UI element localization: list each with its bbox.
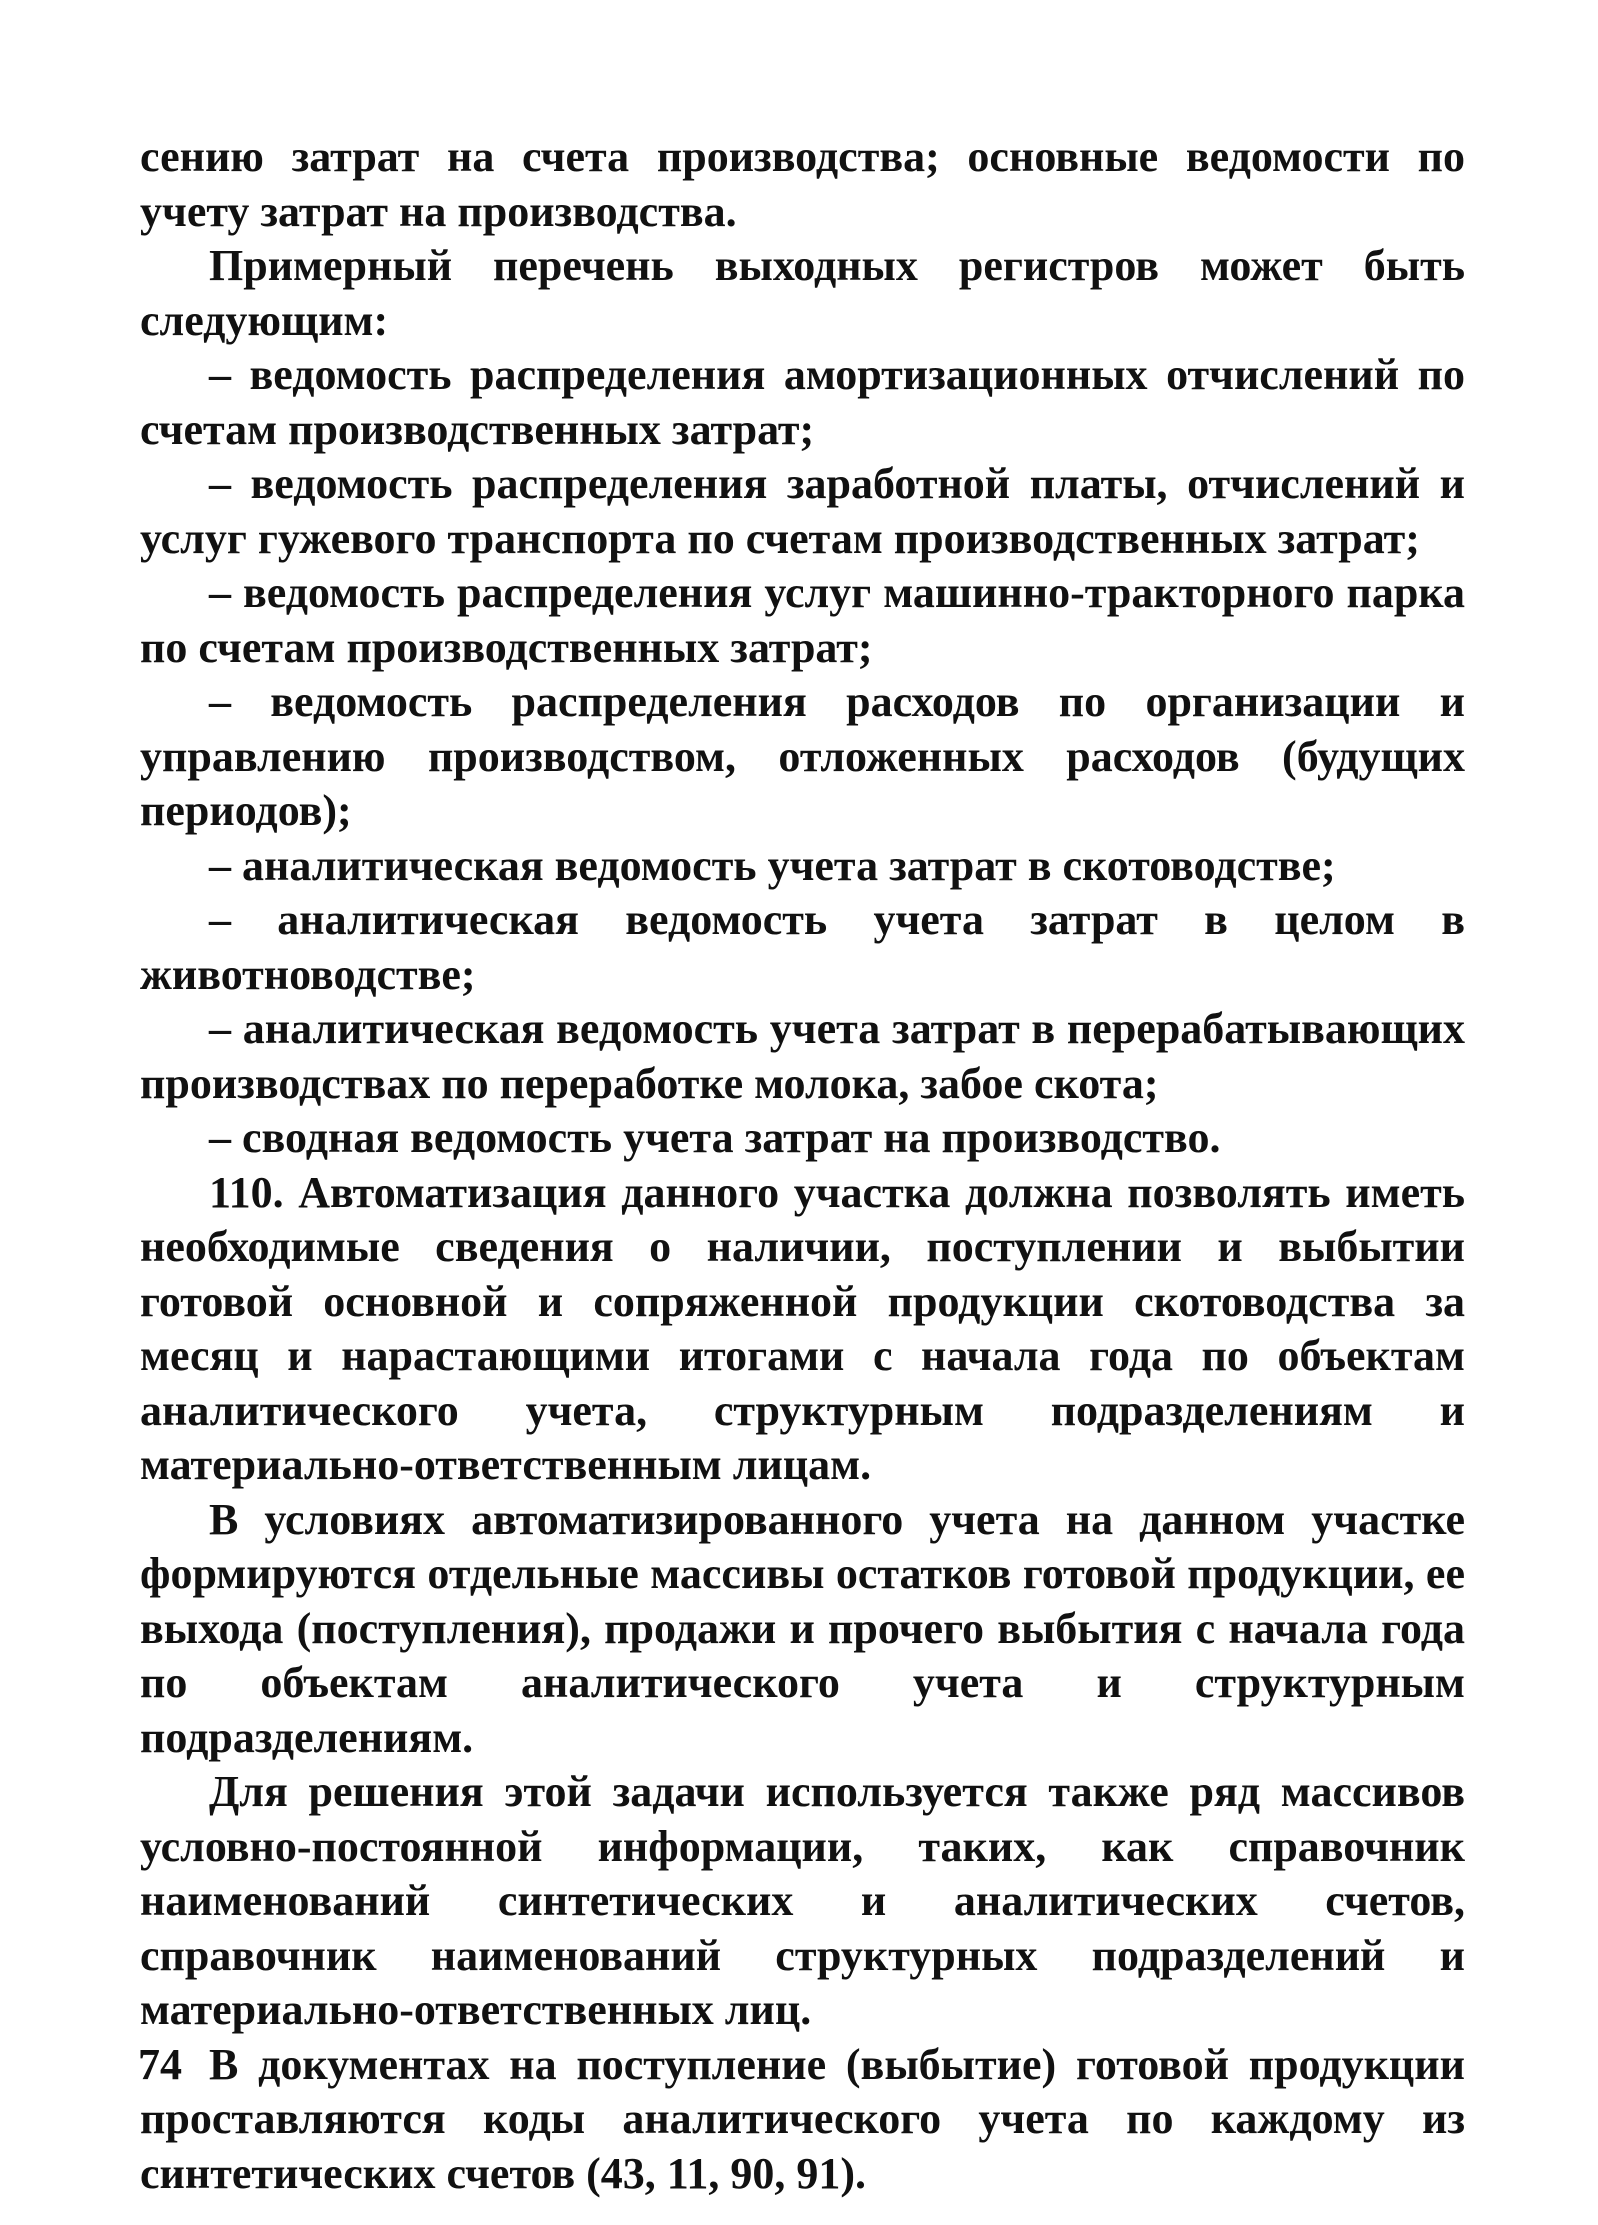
page-number: 74	[138, 2040, 182, 2089]
list-item-salary: – ведомость распределения заработной платы, отчислений и услуг гужевого транспорта по счетам производственных затрат;	[140, 459, 1465, 563]
list-item-management-expenses: – ведомость распределения расходов по организации и управлению производством, отложенных расходов (будущих периодов);	[140, 677, 1465, 835]
list-item-machinery: – ведомость распределения услуг машинно-тракторного парка по счетам производственных затрат;	[140, 568, 1465, 672]
paragraph-section-110: 110. Автоматизация данного участка должна позволять иметь необходимые сведения о наличии, поступлении и выбытии готовой основной и сопряженной продукции скотоводства за месяц и нарастающими итогами с начала года по объектам аналитического учета, структурным подразделениям и материально-ответственным лицам.	[140, 1167, 1465, 1489]
paragraph-reference-arrays: Для решения этой задачи используется также ряд массивов условно-постоянной информации, таких, как справочник наименований синтетических и аналитических счетов, справочник наименований структурных подразделений и материально-ответственных лиц.	[140, 1767, 1465, 2034]
list-item-summary-costs: – сводная ведомость учета затрат на производство.	[209, 1113, 1221, 1162]
list-item-livestock-costs: – аналитическая ведомость учета затрат в целом в животноводстве;	[140, 895, 1465, 999]
paragraph-document-codes: В документах на поступление (выбытие) готовой продукции проставляются коды аналитического учета по каждому из синтетических счетов (43, 11, 90, 91).	[140, 2039, 1465, 2198]
list-item-cattle-costs: – аналитическая ведомость учета затрат в скотоводстве;	[209, 840, 1336, 890]
paragraph-automated-accounting: В условиях автоматизированного учета на данном участке формируются отдельные массивы остатков готовой продукции, ее выхода (поступления), продажи и прочего выбытия с начала года по объектам аналитического учета и структурным подразделениям.	[140, 1494, 1465, 1762]
paragraph-continuation: сению затрат на счета производства; основные ведомости по учету затрат на производства.	[140, 132, 1465, 236]
page-body-text	[140, 130, 1465, 2201]
list-item-processing-costs: – аналитическая ведомость учета затрат в перерабатывающих производствах по переработке молока, забое скота;	[140, 1004, 1465, 1108]
paragraph-registers-intro: Примерный перечень выходных регистров может быть следующим:	[140, 241, 1465, 345]
list-item-amortization: – ведомость распределения амортизационных отчислений по счетам производственных затрат;	[140, 350, 1465, 454]
